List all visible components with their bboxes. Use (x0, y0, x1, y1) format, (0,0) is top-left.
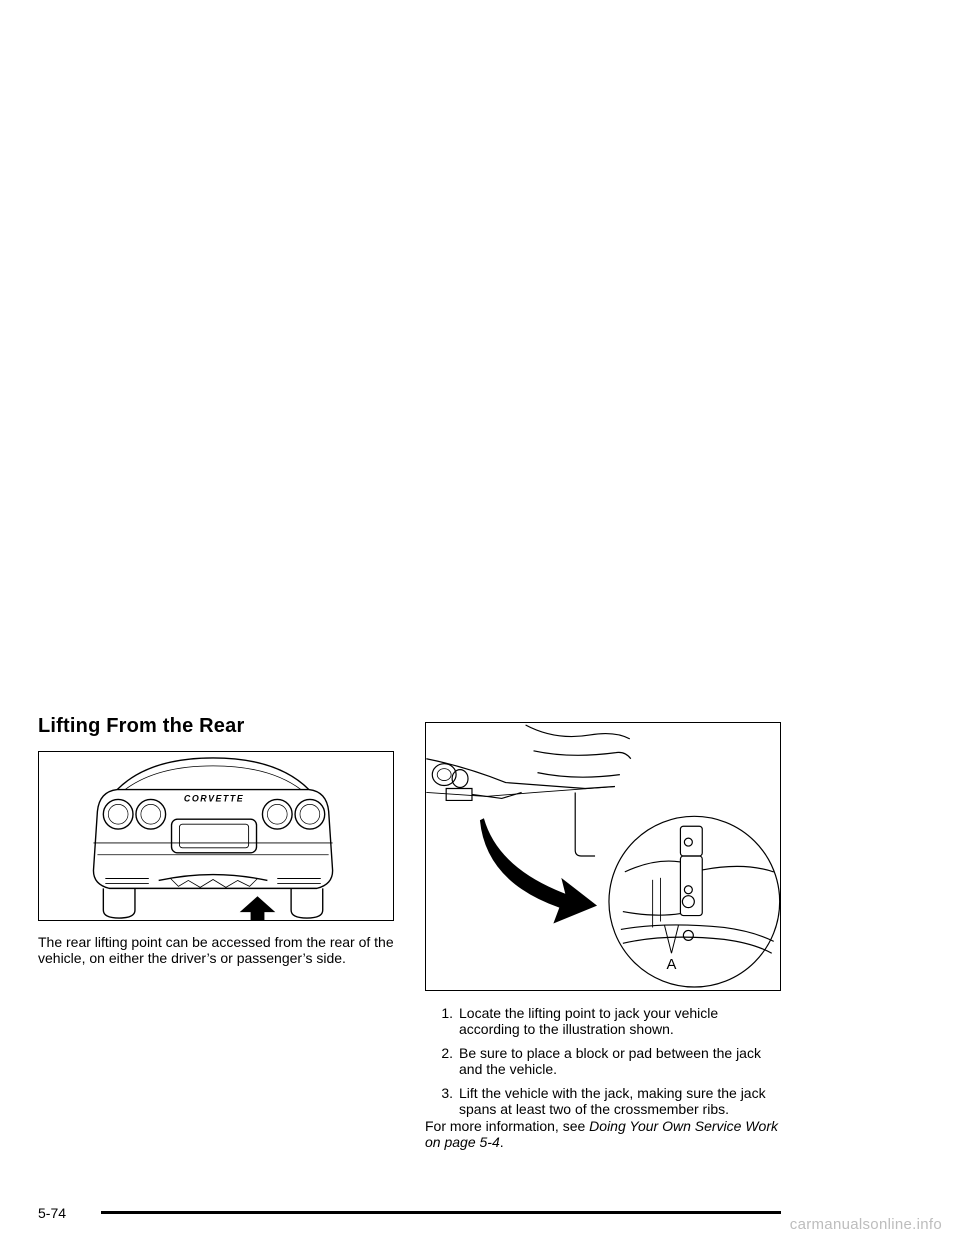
step-number: 1. (441, 1005, 453, 1021)
lift-point-detail-illustration (425, 722, 781, 991)
footer-divider (101, 1211, 781, 1214)
section-heading: Lifting From the Rear (38, 715, 245, 737)
more-info-suffix: . (499, 1134, 504, 1150)
watermark: carmanualsonline.info (789, 1216, 942, 1233)
intro-paragraph: The rear lifting point can be accessed from the rear of the vehicle, on either the driver’s or passenger’s side. (38, 934, 394, 966)
step-number: 3. (441, 1085, 453, 1101)
steps-list (425, 1005, 781, 1125)
more-info-paragraph (425, 1118, 781, 1150)
curved-arrow-icon (480, 818, 597, 923)
list-item (425, 1045, 781, 1077)
badge-label: CORVETTE (183, 793, 245, 804)
step-text: Be sure to place a block or pad between the jack and the vehicle. (459, 1045, 761, 1077)
list-item (425, 1085, 781, 1117)
callout-label-a: A (666, 957, 677, 974)
step-text: Lift the vehicle with the jack, making sure the jack spans at least two of the crossmember ribs. (459, 1085, 766, 1117)
rear-vehicle-drawing (39, 752, 393, 920)
more-info-prefix: For more information, see (425, 1118, 590, 1134)
step-text: Locate the lifting point to jack your vehicle according to the illustration shown. (459, 1005, 719, 1037)
rear-vehicle-illustration (38, 751, 394, 921)
up-arrow-icon (240, 896, 276, 920)
cross-reference-link[interactable]: Doing Your Own Service Work on page 5-4 (425, 1118, 778, 1150)
step-number: 2. (441, 1045, 453, 1061)
lift-point-drawing (426, 723, 780, 990)
list-item (425, 1005, 781, 1037)
page-number: 5-74 (38, 1205, 67, 1221)
